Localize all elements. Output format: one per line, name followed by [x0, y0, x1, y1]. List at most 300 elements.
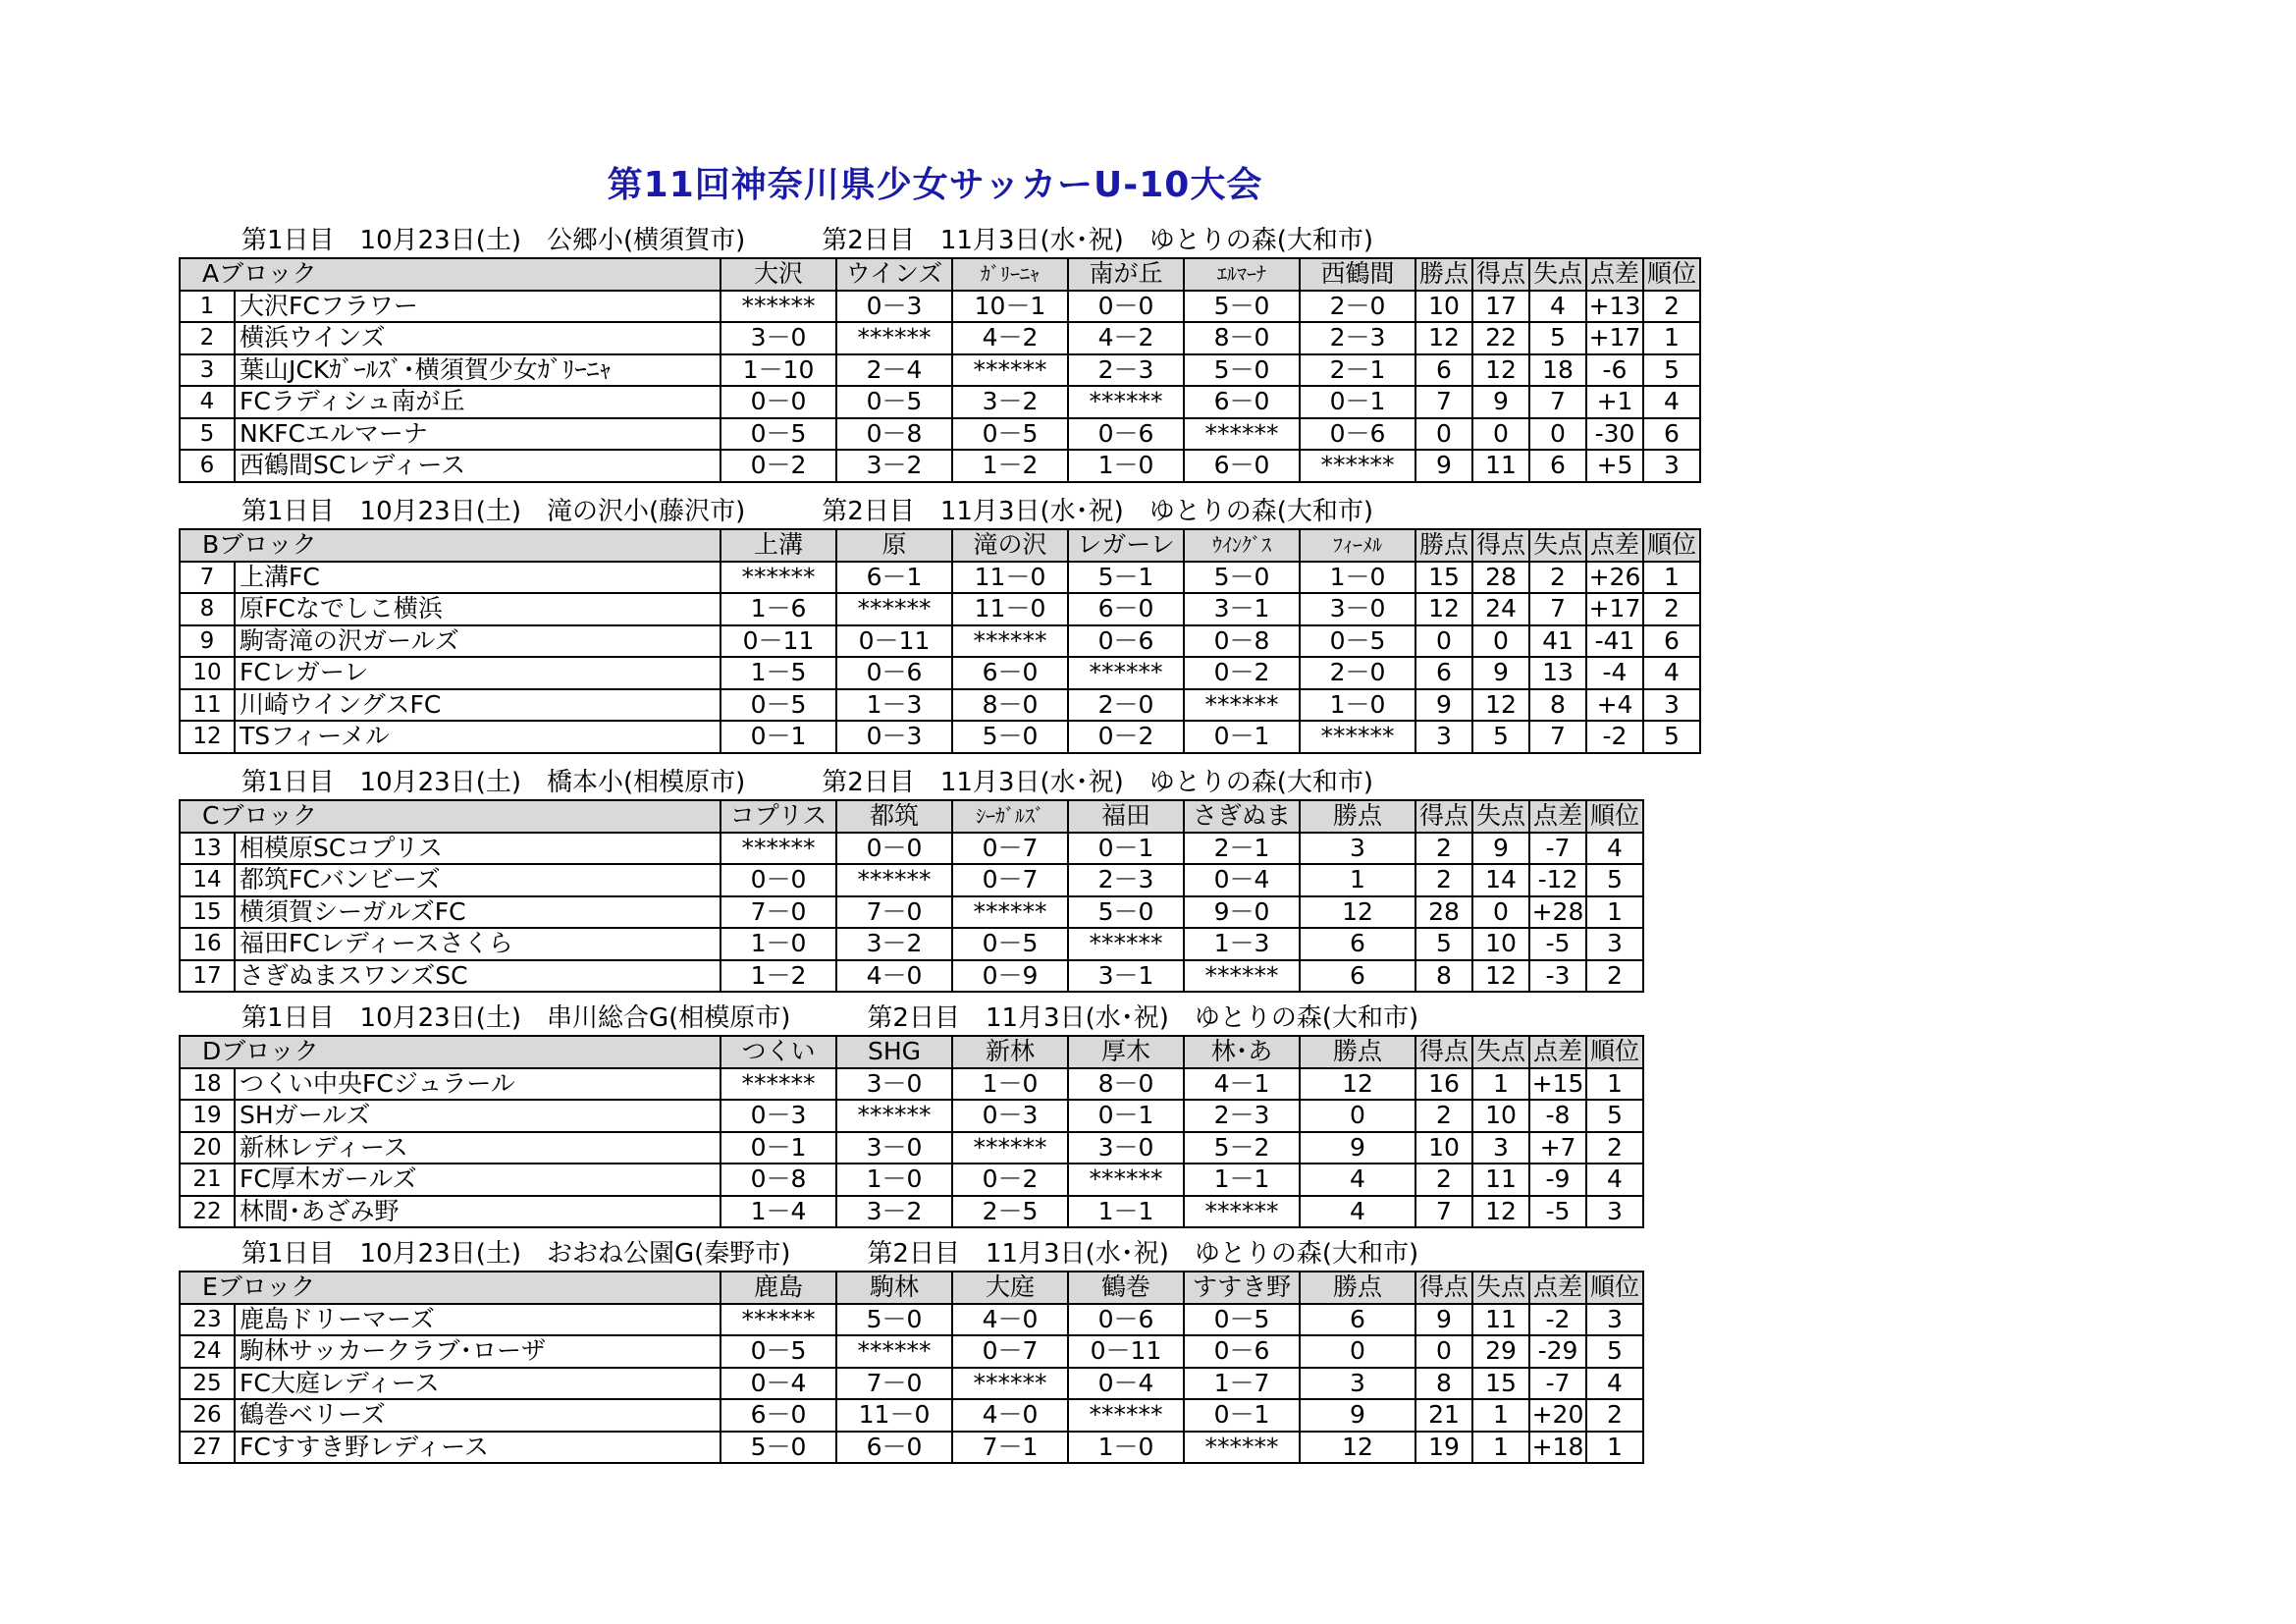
match-result: 0－11	[1068, 1335, 1184, 1368]
match-result: 1－7	[1184, 1368, 1300, 1400]
opponent-header: 新林	[952, 1036, 1068, 1068]
match-result: 1－4	[721, 1196, 836, 1228]
match-result: 4－2	[952, 322, 1068, 354]
stat-value: 0	[1300, 1335, 1415, 1368]
match-result: 1－1	[1184, 1164, 1300, 1196]
match-result: 0－2	[1068, 721, 1184, 753]
match-result: 4－0	[952, 1304, 1068, 1336]
stat-value: 11	[1472, 1164, 1529, 1196]
table-row	[180, 689, 1700, 722]
match-result: 0－4	[721, 1368, 836, 1400]
standings-block-d	[179, 1001, 1644, 1228]
match-result: ******	[1184, 689, 1300, 722]
match-result: ******	[1068, 657, 1184, 689]
match-result: 0－2	[952, 1164, 1068, 1196]
stat-value: 28	[1415, 896, 1472, 929]
stat-header: 失点	[1529, 258, 1586, 291]
match-result: 2－3	[1068, 864, 1184, 896]
team-name: 福田FCレディースさくら	[235, 928, 721, 960]
standings-block-b	[179, 495, 1701, 754]
match-result: 5－0	[721, 1432, 836, 1464]
header-row	[180, 800, 1643, 833]
stat-value: 17	[1472, 291, 1529, 323]
match-result: ******	[952, 1132, 1068, 1164]
stat-value: 11	[1472, 450, 1529, 482]
stat-value: 9	[1300, 1399, 1415, 1432]
team-number: 5	[180, 418, 235, 451]
match-result: 0－4	[1068, 1368, 1184, 1400]
match-result: 3－2	[836, 1196, 952, 1228]
stat-value: 7	[1529, 721, 1586, 753]
stat-value: +4	[1586, 689, 1643, 722]
stat-value: 12	[1300, 896, 1415, 929]
match-result: 3－0	[836, 1068, 952, 1101]
stat-value: 5	[1586, 1100, 1643, 1132]
team-number: 13	[180, 833, 235, 865]
header-row	[180, 258, 1700, 291]
match-result: ******	[721, 291, 836, 323]
stat-value: 4	[1643, 657, 1700, 689]
standings-table	[179, 1271, 1644, 1464]
stat-value: 9	[1415, 689, 1472, 722]
team-name: FCレガーレ	[235, 657, 721, 689]
match-result: 6－0	[1068, 593, 1184, 625]
stat-value: 2	[1415, 1100, 1472, 1132]
match-result: 0－5	[1184, 1304, 1300, 1336]
match-result: 3－0	[836, 1132, 952, 1164]
opponent-header: 林･あ	[1184, 1036, 1300, 1068]
stat-value: +28	[1529, 896, 1586, 929]
match-result: 1－0	[1300, 689, 1415, 722]
stat-value: 6	[1300, 960, 1415, 993]
stat-value: 15	[1415, 562, 1472, 594]
match-result: 0－3	[836, 291, 952, 323]
match-result: 3－1	[1068, 960, 1184, 993]
team-number: 11	[180, 689, 235, 722]
match-result: 1－0	[1068, 1432, 1184, 1464]
table-row	[180, 1335, 1643, 1368]
stat-value: 9	[1472, 386, 1529, 418]
stat-value: 5	[1586, 864, 1643, 896]
team-number: 17	[180, 960, 235, 993]
stat-header: 失点	[1472, 800, 1529, 833]
team-name: FCラディシュ南が丘	[235, 386, 721, 418]
stat-value: -5	[1529, 928, 1586, 960]
stat-value: 9	[1300, 1132, 1415, 1164]
opponent-header: コプリス	[721, 800, 836, 833]
stat-value: 16	[1415, 1068, 1472, 1101]
team-name: 横須賀シーガルズFC	[235, 896, 721, 929]
stat-value: 12	[1472, 354, 1529, 387]
stat-header: 失点	[1472, 1272, 1529, 1304]
stat-value: 11	[1472, 1304, 1529, 1336]
match-result: ******	[1184, 418, 1300, 451]
team-number: 15	[180, 896, 235, 929]
stat-value: 8	[1415, 1368, 1472, 1400]
table-row	[180, 418, 1700, 451]
opponent-header: 上溝	[721, 529, 836, 562]
team-name: 相模原SCコプリス	[235, 833, 721, 865]
match-result: 11－0	[952, 562, 1068, 594]
team-number: 7	[180, 562, 235, 594]
opponent-header: すすき野	[1184, 1272, 1300, 1304]
block-name: Aブロック	[180, 258, 721, 291]
table-row	[180, 625, 1700, 658]
stat-value: 6	[1300, 928, 1415, 960]
stat-value: -7	[1529, 833, 1586, 865]
stat-value: 2	[1586, 1132, 1643, 1164]
table-row	[180, 1196, 1643, 1228]
match-result: 2－0	[1300, 657, 1415, 689]
team-name: 新林レディース	[235, 1132, 721, 1164]
team-name: つくい中央FCジュラール	[235, 1068, 721, 1101]
opponent-header: 鶴巻	[1068, 1272, 1184, 1304]
table-row	[180, 1304, 1643, 1336]
block-name: Cブロック	[180, 800, 721, 833]
stat-value: 4	[1300, 1196, 1415, 1228]
match-result: 3－1	[1184, 593, 1300, 625]
opponent-header: レガーレ	[1068, 529, 1184, 562]
stat-value: 6	[1415, 657, 1472, 689]
page-title: 第11回神奈川県少女サッカーU-10大会	[607, 165, 1263, 205]
stat-value: 0	[1472, 896, 1529, 929]
match-result: 4－0	[836, 960, 952, 993]
team-number: 4	[180, 386, 235, 418]
stat-header: 勝点	[1300, 1036, 1415, 1068]
stat-value: -12	[1529, 864, 1586, 896]
stat-value: -30	[1586, 418, 1643, 451]
stat-value: 18	[1529, 354, 1586, 387]
stat-value: 10	[1472, 928, 1529, 960]
stat-value: 3	[1586, 928, 1643, 960]
table-row	[180, 562, 1700, 594]
team-name: FC大庭レディース	[235, 1368, 721, 1400]
stat-header: 順位	[1643, 529, 1700, 562]
match-result: 8－0	[1068, 1068, 1184, 1101]
stat-value: -29	[1529, 1335, 1586, 1368]
stat-value: 3	[1300, 833, 1415, 865]
stat-value: 7	[1415, 386, 1472, 418]
stat-value: 6	[1300, 1304, 1415, 1336]
match-result: 5－0	[1184, 354, 1300, 387]
team-number: 22	[180, 1196, 235, 1228]
stat-value: 10	[1415, 1132, 1472, 1164]
stat-value: 3	[1643, 689, 1700, 722]
opponent-header: つくい	[721, 1036, 836, 1068]
stat-value: 0	[1415, 625, 1472, 658]
stat-value: 0	[1472, 418, 1529, 451]
stat-value: +26	[1586, 562, 1643, 594]
stat-value: 7	[1529, 593, 1586, 625]
match-result: 2－4	[836, 354, 952, 387]
table-row	[180, 1132, 1643, 1164]
match-result: 0－7	[952, 1335, 1068, 1368]
stat-header: 順位	[1643, 258, 1700, 291]
stat-value: 9	[1472, 657, 1529, 689]
table-row	[180, 864, 1643, 896]
stat-value: -6	[1586, 354, 1643, 387]
match-result: 0－4	[1184, 864, 1300, 896]
opponent-header: SHG	[836, 1036, 952, 1068]
team-number: 9	[180, 625, 235, 658]
match-result: 0－11	[836, 625, 952, 658]
stat-value: 10	[1415, 291, 1472, 323]
match-result: ******	[721, 1304, 836, 1336]
stat-value: 12	[1472, 689, 1529, 722]
match-result: 0－1	[721, 1132, 836, 1164]
stat-value: 29	[1472, 1335, 1529, 1368]
stat-value: 1	[1472, 1399, 1529, 1432]
stat-value: 2	[1586, 960, 1643, 993]
team-number: 16	[180, 928, 235, 960]
match-result: 0－3	[721, 1100, 836, 1132]
match-result: 0－2	[721, 450, 836, 482]
match-result: ******	[721, 562, 836, 594]
match-result: 1－2	[952, 450, 1068, 482]
match-result: 6－1	[836, 562, 952, 594]
match-result: 2－0	[1300, 291, 1415, 323]
team-name: 駒寄滝の沢ガールズ	[235, 625, 721, 658]
match-result: 1－0	[952, 1068, 1068, 1101]
standings-table	[179, 257, 1701, 483]
team-name: 鹿島ドリーマーズ	[235, 1304, 721, 1336]
team-number: 8	[180, 593, 235, 625]
stat-value: 1	[1586, 896, 1643, 929]
team-number: 12	[180, 721, 235, 753]
match-result: 7－0	[836, 1368, 952, 1400]
team-name: NKFCエルマーナ	[235, 418, 721, 451]
team-name: 西鶴間SCレディース	[235, 450, 721, 482]
team-name: 鶴巻ベリーズ	[235, 1399, 721, 1432]
stat-header: 勝点	[1300, 800, 1415, 833]
table-row	[180, 1368, 1643, 1400]
match-result: 5－2	[1184, 1132, 1300, 1164]
opponent-header: 福田	[1068, 800, 1184, 833]
match-result: ******	[1184, 960, 1300, 993]
table-row	[180, 1164, 1643, 1196]
opponent-header: 厚木	[1068, 1036, 1184, 1068]
match-result: 0－2	[1184, 657, 1300, 689]
match-result: ******	[836, 593, 952, 625]
stat-value: 3	[1415, 721, 1472, 753]
match-result: 8－0	[1184, 322, 1300, 354]
stat-value: 3	[1586, 1196, 1643, 1228]
team-number: 21	[180, 1164, 235, 1196]
standings-block-c	[179, 766, 1644, 993]
team-number: 23	[180, 1304, 235, 1336]
match-result: ******	[1184, 1196, 1300, 1228]
stat-value: -5	[1529, 1196, 1586, 1228]
stat-value: -7	[1529, 1368, 1586, 1400]
match-result: 0－5	[1300, 625, 1415, 658]
stat-value: 8	[1529, 689, 1586, 722]
table-row	[180, 386, 1700, 418]
match-result: 2－1	[1300, 354, 1415, 387]
match-result: 1－6	[721, 593, 836, 625]
table-row	[180, 960, 1643, 993]
match-result: 10－1	[952, 291, 1068, 323]
stat-value: 13	[1529, 657, 1586, 689]
stat-value: +13	[1586, 291, 1643, 323]
match-result: 0－6	[836, 657, 952, 689]
stat-header: 順位	[1586, 800, 1643, 833]
match-result: 1－0	[721, 928, 836, 960]
table-row	[180, 657, 1700, 689]
match-result: 0－1	[1184, 1399, 1300, 1432]
stat-value: +18	[1529, 1432, 1586, 1464]
match-result: 0－0	[836, 833, 952, 865]
stat-header: 得点	[1472, 258, 1529, 291]
stat-value: 1	[1586, 1432, 1643, 1464]
schedule-info: 第1日目 10月23日(土) 公郷小(横須賀市) 第2日目 11月3日(水･祝) ゆとりの森(大和市)	[241, 226, 1374, 255]
stat-value: 5	[1415, 928, 1472, 960]
table-row	[180, 322, 1700, 354]
opponent-header: 駒林	[836, 1272, 952, 1304]
match-result: 2－5	[952, 1196, 1068, 1228]
stat-value: +1	[1586, 386, 1643, 418]
stat-value: -41	[1586, 625, 1643, 658]
match-result: ******	[1184, 1432, 1300, 1464]
match-result: ******	[952, 625, 1068, 658]
stat-value: +17	[1586, 593, 1643, 625]
team-name: 川崎ウイングスFC	[235, 689, 721, 722]
table-row	[180, 928, 1643, 960]
match-result: ******	[836, 1335, 952, 1368]
stat-value: 0	[1472, 625, 1529, 658]
opponent-header: ウインズ	[836, 258, 952, 291]
match-result: 0－0	[1068, 291, 1184, 323]
stat-value: 9	[1415, 450, 1472, 482]
match-result: 0－8	[836, 418, 952, 451]
stat-value: 1	[1643, 322, 1700, 354]
standings-block-e	[179, 1237, 1644, 1464]
table-row	[180, 721, 1700, 753]
team-number: 10	[180, 657, 235, 689]
match-result: ******	[1068, 928, 1184, 960]
match-result: 0－5	[721, 689, 836, 722]
match-result: 1－2	[721, 960, 836, 993]
match-result: 0－6	[1068, 418, 1184, 451]
match-result: 0－1	[1068, 1100, 1184, 1132]
match-result: 2－3	[1068, 354, 1184, 387]
match-result: ******	[952, 896, 1068, 929]
stat-value: 4	[1586, 833, 1643, 865]
header-row	[180, 529, 1700, 562]
stat-value: 2	[1415, 833, 1472, 865]
stat-value: 2	[1586, 1399, 1643, 1432]
match-result: 3－2	[836, 928, 952, 960]
stat-value: 12	[1472, 960, 1529, 993]
match-result: 7－0	[836, 896, 952, 929]
stat-header: 勝点	[1415, 258, 1472, 291]
table-row	[180, 1432, 1643, 1464]
match-result: 0－6	[1300, 418, 1415, 451]
match-result: 0－5	[952, 418, 1068, 451]
team-number: 6	[180, 450, 235, 482]
opponent-header: 大庭	[952, 1272, 1068, 1304]
match-result: 0－11	[721, 625, 836, 658]
match-result: ******	[952, 354, 1068, 387]
stat-header: 点差	[1529, 1036, 1586, 1068]
match-result: ******	[721, 1068, 836, 1101]
table-row	[180, 354, 1700, 387]
match-result: 0－9	[952, 960, 1068, 993]
stat-header: 失点	[1529, 529, 1586, 562]
standings-block-a	[179, 224, 1701, 483]
stat-value: 9	[1472, 833, 1529, 865]
team-number: 27	[180, 1432, 235, 1464]
match-result: 6－0	[1184, 386, 1300, 418]
opponent-header: ｴﾙﾏｰﾅ	[1184, 258, 1300, 291]
standings-table	[179, 528, 1701, 754]
stat-header: 勝点	[1300, 1272, 1415, 1304]
match-result: 0－7	[952, 833, 1068, 865]
match-result: 0－8	[721, 1164, 836, 1196]
match-result: 4－1	[1184, 1068, 1300, 1101]
stat-value: 6	[1643, 418, 1700, 451]
team-number: 25	[180, 1368, 235, 1400]
match-result: 8－0	[952, 689, 1068, 722]
match-result: 0－1	[1068, 833, 1184, 865]
stat-value: 0	[1415, 1335, 1472, 1368]
team-name: TSフィーメル	[235, 721, 721, 753]
schedule-info: 第1日目 10月23日(土) 滝の沢小(藤沢市) 第2日目 11月3日(水･祝) ゆとりの森(大和市)	[241, 497, 1374, 526]
stat-value: 12	[1300, 1068, 1415, 1101]
stat-value: 9	[1415, 1304, 1472, 1336]
table-row	[180, 1068, 1643, 1101]
table-row	[180, 291, 1700, 323]
stat-value: 12	[1472, 1196, 1529, 1228]
stat-value: 6	[1529, 450, 1586, 482]
team-name: SHガールズ	[235, 1100, 721, 1132]
team-name: 大沢FCフラワー	[235, 291, 721, 323]
stat-header: 勝点	[1415, 529, 1472, 562]
stat-header: 順位	[1586, 1272, 1643, 1304]
team-name: 都筑FCバンビーズ	[235, 864, 721, 896]
stat-value: 5	[1529, 322, 1586, 354]
stat-value: 15	[1472, 1368, 1529, 1400]
stat-value: 0	[1415, 418, 1472, 451]
match-result: 6－0	[1184, 450, 1300, 482]
match-result: 6－0	[721, 1399, 836, 1432]
team-number: 3	[180, 354, 235, 387]
stat-value: +17	[1586, 322, 1643, 354]
match-result: 1－10	[721, 354, 836, 387]
match-result: 0－5	[721, 1335, 836, 1368]
match-result: 11－0	[836, 1399, 952, 1432]
header-row	[180, 1036, 1643, 1068]
opponent-header: さぎぬま	[1184, 800, 1300, 833]
block-name: Eブロック	[180, 1272, 721, 1304]
stat-value: -8	[1529, 1100, 1586, 1132]
team-name: 原FCなでしこ横浜	[235, 593, 721, 625]
team-number: 26	[180, 1399, 235, 1432]
stat-header: 順位	[1586, 1036, 1643, 1068]
schedule-info: 第1日目 10月23日(土) おおね公園G(秦野市) 第2日目 11月3日(水･祝) ゆとりの森(大和市)	[241, 1239, 1419, 1269]
match-result: 0－5	[952, 928, 1068, 960]
team-name: 駒林サッカークラブ･ローザ	[235, 1335, 721, 1368]
match-result: ******	[1068, 1164, 1184, 1196]
match-result: 5－0	[1184, 562, 1300, 594]
team-number: 1	[180, 291, 235, 323]
opponent-header: ｳｲﾝｸﾞｽ	[1184, 529, 1300, 562]
match-result: 0－1	[1300, 386, 1415, 418]
stat-header: 得点	[1472, 529, 1529, 562]
match-result: 0－6	[1184, 1335, 1300, 1368]
team-number: 24	[180, 1335, 235, 1368]
stat-value: 3	[1586, 1304, 1643, 1336]
table-row	[180, 1100, 1643, 1132]
